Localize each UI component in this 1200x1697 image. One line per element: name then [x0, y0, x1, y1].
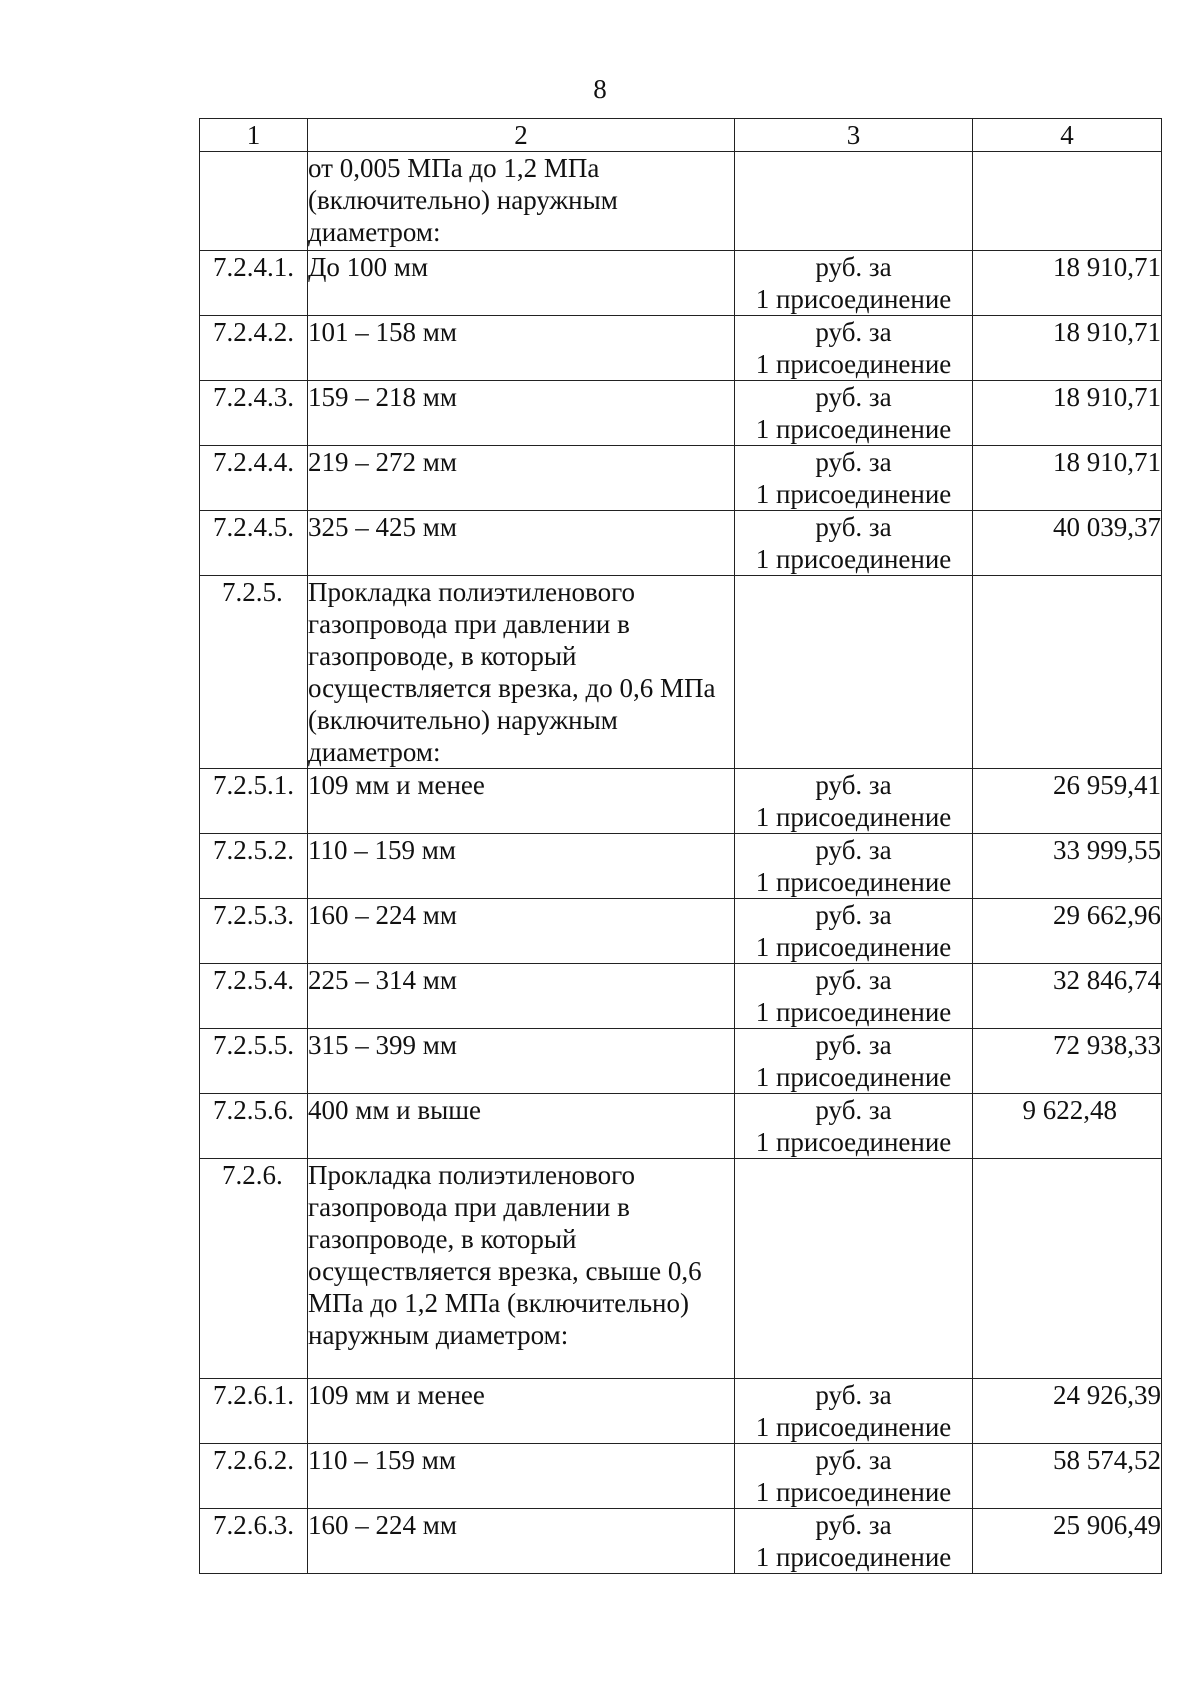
price-cell [973, 1159, 1162, 1379]
unit-line: руб. за [815, 1380, 892, 1410]
unit-line: руб. за [815, 252, 892, 282]
unit-cell [735, 1444, 973, 1509]
description-cell: 225 – 314 мм [308, 964, 735, 1029]
unit-line: 1 присоединение [755, 932, 952, 962]
section-description-cell: Прокладка полиэтиленового газопровода при давлении в газопроводе, в который осуществляется врезка, до 0,6 МПа (включительно) наружным диаметром: [308, 576, 735, 769]
section-description-cell: Прокладка полиэтиленового газопровода при давлении в газопроводе, в который осуществляется врезка, свыше 0,6 МПа до 1,2 МПа (включительно) наружным диаметром: [308, 1159, 735, 1379]
code-cell: 7.2.4.2. [200, 316, 308, 381]
unit-line: 1 присоединение [755, 997, 952, 1027]
unit-cell [735, 446, 973, 511]
price-cell: 33 999,55 [973, 834, 1162, 899]
description-cell: 160 – 224 мм [308, 1509, 735, 1574]
table-row [200, 1509, 1162, 1574]
code-cell: 7.2.6.3. [200, 1509, 308, 1574]
unit-cell [735, 1159, 973, 1379]
unit-cell [735, 964, 973, 1029]
unit-line: руб. за [815, 512, 892, 542]
unit-line: руб. за [815, 965, 892, 995]
page-number: 8 [593, 74, 607, 104]
description-cell: 219 – 272 мм [308, 446, 735, 511]
unit-cell [735, 381, 973, 446]
description-cell: 400 мм и выше [308, 1094, 735, 1159]
unit-line: 1 присоединение [755, 867, 952, 897]
code-cell: 7.2.4.4. [200, 446, 308, 511]
code-cell [200, 152, 308, 251]
price-cell: 18 910,71 [973, 381, 1162, 446]
code-cell: 7.2.5.1. [200, 769, 308, 834]
price-cell: 18 910,71 [973, 446, 1162, 511]
code-cell: 7.2.5.4. [200, 964, 308, 1029]
unit-cell [735, 1509, 973, 1574]
unit-line: 1 присоединение [755, 1412, 952, 1442]
unit-cell [735, 511, 973, 576]
table-row [200, 251, 1162, 316]
description-cell: 101 – 158 мм [308, 316, 735, 381]
unit-line: руб. за [815, 1095, 892, 1125]
price-cell: 24 926,39 [973, 1379, 1162, 1444]
description-cell: 110 – 159 мм [308, 1444, 735, 1509]
price-cell: 18 910,71 [973, 251, 1162, 316]
unit-cell [735, 899, 973, 964]
price-cell: 25 906,49 [973, 1509, 1162, 1574]
price-cell [973, 576, 1162, 769]
unit-line: руб. за [815, 770, 892, 800]
price-cell: 29 662,96 [973, 899, 1162, 964]
unit-line: 1 присоединение [755, 284, 952, 314]
table-row [200, 1029, 1162, 1094]
unit-cell [735, 152, 973, 251]
table-row [200, 834, 1162, 899]
description-cell: 159 – 218 мм [308, 381, 735, 446]
unit-cell [735, 316, 973, 381]
unit-line: 1 присоединение [755, 349, 952, 379]
table-row [200, 1379, 1162, 1444]
code-cell: 7.2.4.5. [200, 511, 308, 576]
unit-line: 1 присоединение [755, 544, 952, 574]
unit-line: руб. за [815, 835, 892, 865]
section-code-cell: 7.2.6. [200, 1159, 308, 1379]
table-row [200, 964, 1162, 1029]
code-cell: 7.2.6.2. [200, 1444, 308, 1509]
unit-line: 1 присоединение [755, 479, 952, 509]
unit-line: руб. за [815, 1030, 892, 1060]
section-code-cell: 7.2.5. [200, 576, 308, 769]
price-cell: 40 039,37 [973, 511, 1162, 576]
description-cell: от 0,005 МПа до 1,2 МПа (включительно) наружным диаметром: [308, 152, 735, 251]
unit-line: 1 присоединение [755, 802, 952, 832]
code-cell: 7.2.5.3. [200, 899, 308, 964]
column-header: 3 [735, 119, 973, 152]
unit-line: руб. за [815, 1445, 892, 1475]
description-cell: 315 – 399 мм [308, 1029, 735, 1094]
table-row [200, 446, 1162, 511]
unit-cell [735, 576, 973, 769]
description-cell: 325 – 425 мм [308, 511, 735, 576]
continuation-row [200, 152, 1162, 251]
column-header: 2 [308, 119, 735, 152]
unit-line: руб. за [815, 1510, 892, 1540]
table-row [200, 316, 1162, 381]
unit-cell [735, 1029, 973, 1094]
unit-cell [735, 1379, 973, 1444]
unit-cell [735, 1094, 973, 1159]
column-header: 1 [200, 119, 308, 152]
description-cell: 160 – 224 мм [308, 899, 735, 964]
column-header: 4 [973, 119, 1162, 152]
unit-line: 1 присоединение [755, 1127, 952, 1157]
price-cell: 26 959,41 [973, 769, 1162, 834]
table-row [200, 899, 1162, 964]
price-cell: 32 846,74 [973, 964, 1162, 1029]
unit-line: руб. за [815, 317, 892, 347]
price-cell: 58 574,52 [973, 1444, 1162, 1509]
section-row [200, 576, 1162, 769]
table-header-row [200, 119, 1162, 152]
unit-line: руб. за [815, 382, 892, 412]
description-cell: До 100 мм [308, 251, 735, 316]
description-cell: 110 – 159 мм [308, 834, 735, 899]
section-row [200, 1159, 1162, 1379]
unit-cell [735, 769, 973, 834]
price-cell [973, 152, 1162, 251]
unit-line: 1 присоединение [755, 414, 952, 444]
code-cell: 7.2.4.3. [200, 381, 308, 446]
unit-cell [735, 834, 973, 899]
code-cell: 7.2.6.1. [200, 1379, 308, 1444]
price-cell: 18 910,71 [973, 316, 1162, 381]
code-cell: 7.2.4.1. [200, 251, 308, 316]
price-cell: 9 622,48 [973, 1094, 1162, 1159]
table-row [200, 511, 1162, 576]
table-row [200, 1444, 1162, 1509]
description-cell: 109 мм и менее [308, 769, 735, 834]
description-cell: 109 мм и менее [308, 1379, 735, 1444]
tariff-table [199, 118, 1162, 1574]
table-row [200, 769, 1162, 834]
unit-line: 1 присоединение [755, 1542, 952, 1572]
table-row [200, 1094, 1162, 1159]
unit-line: руб. за [815, 900, 892, 930]
code-cell: 7.2.5.2. [200, 834, 308, 899]
unit-cell [735, 251, 973, 316]
price-cell: 72 938,33 [973, 1029, 1162, 1094]
unit-line: 1 присоединение [755, 1477, 952, 1507]
unit-line: руб. за [815, 447, 892, 477]
code-cell: 7.2.5.5. [200, 1029, 308, 1094]
code-cell: 7.2.5.6. [200, 1094, 308, 1159]
table-row [200, 381, 1162, 446]
unit-line: 1 присоединение [755, 1062, 952, 1092]
